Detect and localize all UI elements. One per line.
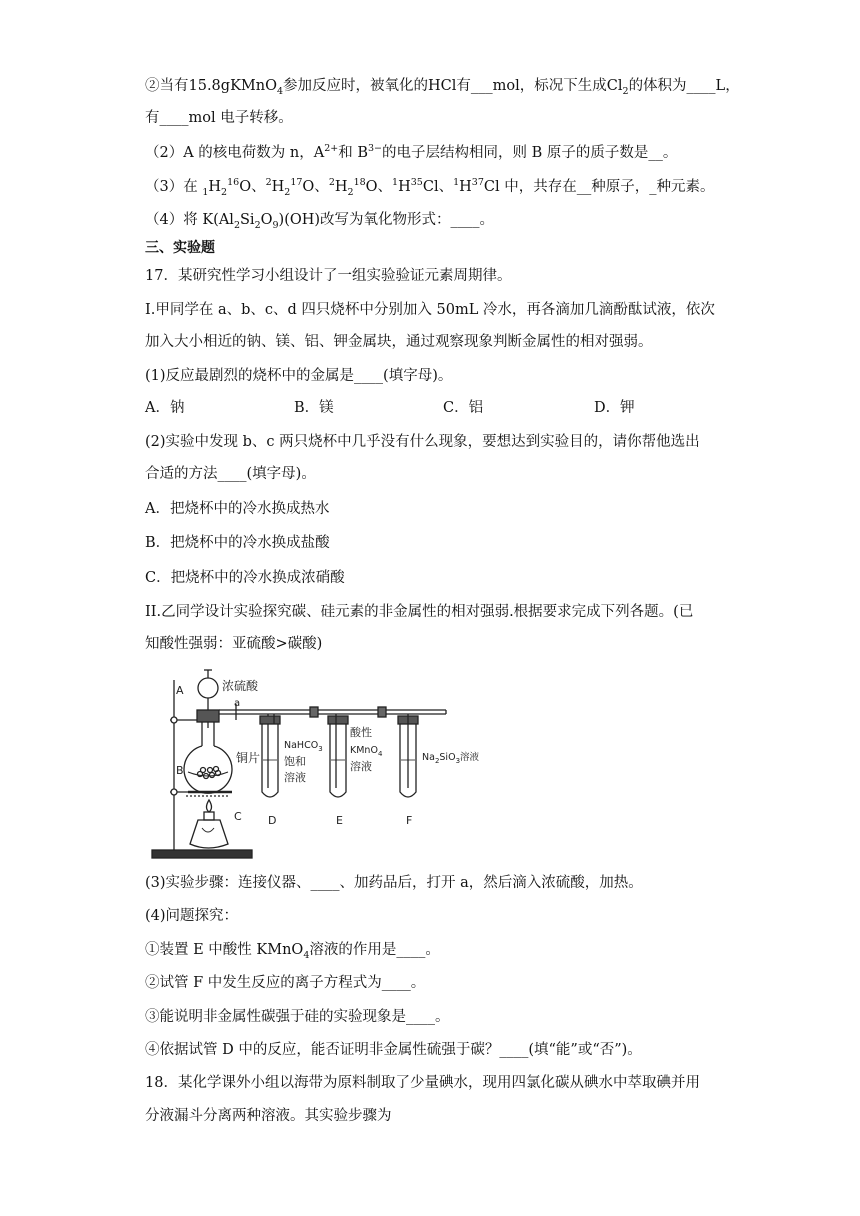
q17-q2-option-c: C．把烧杯中的冷水换成浓硝酸 xyxy=(145,570,345,586)
q17-part-I-line1: I.甲同学在 a、b、c、d 四只烧杯中分别加入 50mL 冷水，再各滴加几滴酚酞试液，依次 xyxy=(145,302,715,318)
q17-question2-line1: (2)实验中发现 b、c 两只烧杯中几乎没有什么现象，要想达到实验目的，请你帮他选出 xyxy=(145,434,700,450)
q17-q4-item2: ②试管 F 中发生反应的离子方程式为____。 xyxy=(145,975,426,991)
figure-tube-e-line1: 酸性 xyxy=(350,726,372,739)
q17-q1-option-b: B．镁 xyxy=(294,400,334,416)
figure-label-E: E xyxy=(336,814,343,827)
q17-part-I-line2: 加入大小相近的钠、镁、铝、钾金属块，通过观察现象判断金属性的相对强弱。 xyxy=(145,334,653,350)
figure-label-stopcock: a xyxy=(234,698,241,709)
q18-line2: 分液漏斗分离两种溶液。其实验步骤为 xyxy=(145,1108,392,1124)
q17-q4-item4: ④依据试管 D 中的反应，能否证明非金属性硫强于碳？____(填“能”或“否”)。 xyxy=(145,1042,642,1058)
q16-part2: （2）A 的核电荷数为 n，$A^{2+}$和 $B^{3-}$的电子层结构相同，则 B 原子的质子数是__。 xyxy=(145,143,678,161)
figure-tube-e-line2: KMnO$_4$ xyxy=(350,745,383,758)
figure-tube-e-line3: 溶液 xyxy=(350,760,372,773)
q17-q2-option-b: B．把烧杯中的冷水换成盐酸 xyxy=(145,535,330,551)
q17-part-II-line2: 知酸性强弱：亚硫酸>碳酸) xyxy=(145,636,323,652)
q17-question4: (4)问题探究： xyxy=(145,908,239,924)
figure-label-copper: 铜片 xyxy=(236,751,261,765)
q16-part3: （3）在 $_1H_2^{16}O$、$^2H_2^{17}O$、$^2H_2^{18}O$、$^1H^{35}Cl$、$^1H^{37}Cl$ 中，共存在__种原子，_种元素。 xyxy=(145,177,715,198)
q17-stem: 17．某研究性学习小组设计了一组实验验证元素周期律。 xyxy=(145,268,512,284)
q17-part-II-line1: II.乙同学设计实验探究碳、硅元素的非金属性的相对强弱.根据要求完成下列各题。(已 xyxy=(145,604,694,620)
figure-label-A: A xyxy=(176,684,184,697)
figure-tube-d-line3: 溶液 xyxy=(284,771,306,784)
q16-part4: （4）将 $K(Al_2Si_2O_9)(OH)$改写为氧化物形式：____。 xyxy=(145,212,495,231)
q17-q2-option-a: A．把烧杯中的冷水换成热水 xyxy=(145,501,330,517)
experiment-apparatus-figure xyxy=(150,668,480,863)
figure-label-B: B xyxy=(176,764,184,777)
q17-question2-line2: 合适的方法____(填字母)。 xyxy=(145,466,316,482)
figure-label-D: D xyxy=(268,814,277,827)
figure-tube-d-line1: NaHCO$_3$ xyxy=(284,740,323,753)
q17-q1-option-c: C．铝 xyxy=(443,400,484,416)
q17-question3: (3)实验步骤：连接仪器、____、加药品后，打开 a，然后滴入浓硫酸，加热。 xyxy=(145,875,643,891)
figure-tube-d-line2: 饱和 xyxy=(284,755,306,768)
figure-label-F: F xyxy=(406,814,413,827)
q16-part1-line1: ②当有15.8gKMnO$_4$参加反应时，被氧化的HCl有___mol，标况下生成$Cl_2$的体积为____L， xyxy=(145,78,740,97)
figure-tube-f-label: $Na_2SiO_3$溶液 xyxy=(422,752,480,765)
q17-q1-option-a: A．钠 xyxy=(145,400,185,416)
figure-label-acid: 浓硫酸 xyxy=(222,679,259,693)
q17-q4-item1: ①装置 E 中酸性 KMnO$_4$溶液的作用是____。 xyxy=(145,942,440,961)
q18-line1: 18．某化学课外小组以海带为原料制取了少量碘水，现用四氯化碳从碘水中萃取碘并用 xyxy=(145,1075,700,1091)
section-heading: 三、实验题 xyxy=(145,240,215,256)
q17-q1-option-d: D．钾 xyxy=(594,400,635,416)
q17-question1: (1)反应最剧烈的烧杯中的金属是____(填字母)。 xyxy=(145,368,453,384)
q17-q4-item3: ③能说明非金属性碳强于硅的实验现象是____。 xyxy=(145,1009,450,1025)
figure-label-C: C xyxy=(234,810,242,823)
q16-part1-line2: 有____mol 电子转移。 xyxy=(145,110,293,126)
